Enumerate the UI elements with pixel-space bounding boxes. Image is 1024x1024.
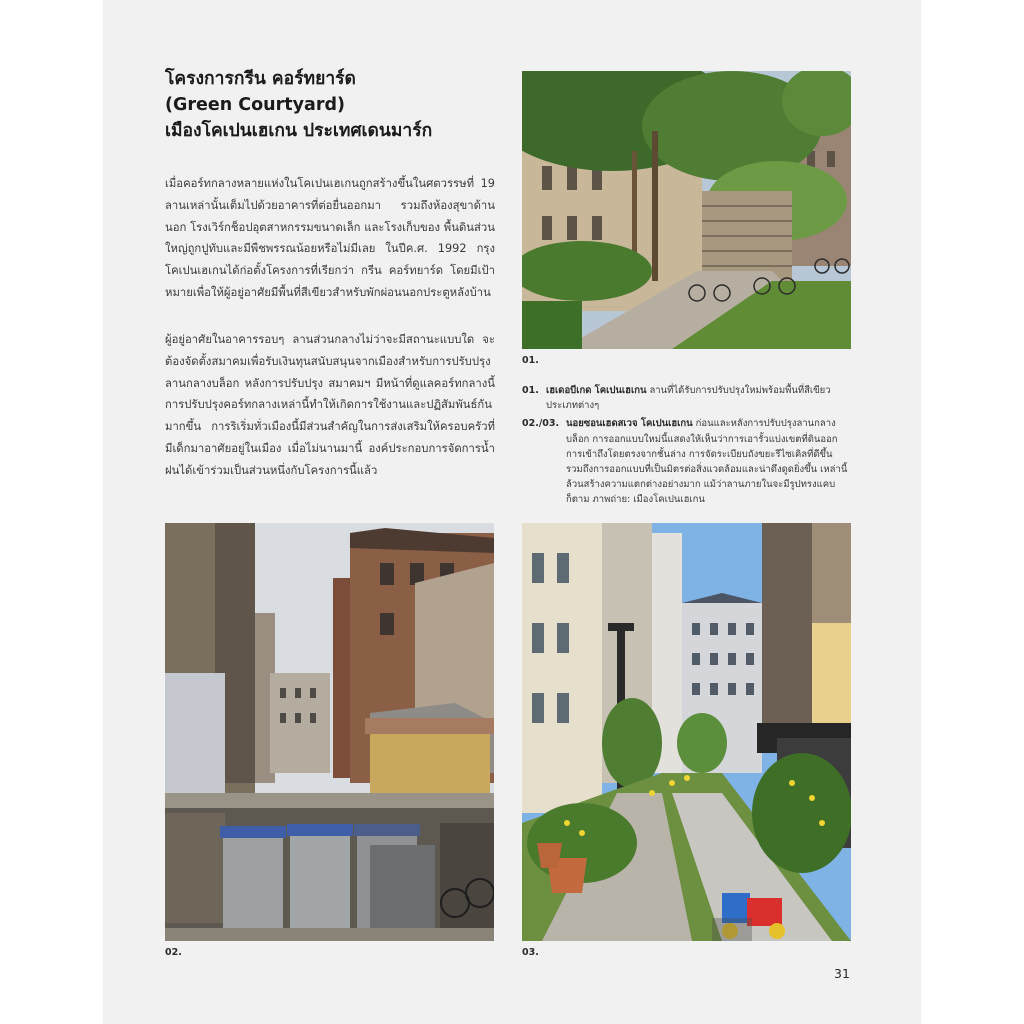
page-number: 31 <box>834 966 850 981</box>
caption-01 <box>522 383 852 413</box>
title-line-1: โครงการกรีน คอร์ทยาร์ด <box>165 69 356 89</box>
title-line-3: เมืองโคเปนเฮเกน ประเทศเดนมาร์ก <box>165 121 433 141</box>
title-line-2: (Green Courtyard) <box>165 95 345 115</box>
photo-01-label: 01. <box>522 355 539 366</box>
photo-02-label: 02. <box>165 947 182 958</box>
caption-01-text: ลานที่ได้รับการปรับปรุงใหม่พร้อมพื้นที่สีเขียวประเภทต่างๆ <box>546 385 831 412</box>
caption-02-03 <box>522 416 852 507</box>
caption-02-03-number: 02./03. <box>522 418 560 430</box>
article-title <box>165 66 495 144</box>
photo-captions <box>522 383 852 511</box>
body-paragraph-1: เมื่อคอร์ทกลางหลายแห่งในโคเปนเฮเกนถูกสร้างขึ้นในศตวรรษที่ 19 ลานเหล่านั้นเต็มไปด้วยอาคารที่ต่อยื่นออกมา รวมถึงห้องสุขาด้านนอก โรงเวิร์กช็อปอุตสาหกรรมขนาดเล็ก และโรงเก็บของ พื้นดินส่วนใหญ่ถูกปูทับและมีพืชพรรณน้อยหรือไม่มีเลย ในปีค.ศ. 1992 กรุงโคเปนเฮเกนได้ก่อตั้งโครงการที่เรียกว่า กรีน คอร์ทยาร์ด โดยมีเป้าหมายเพื่อให้ผู้อยู่อาศัยมีพื้นที่สีเขียวสำหรับพักผ่อนนอกประตูหลังบ้าน <box>165 177 495 299</box>
caption-01-number: 01. <box>522 385 539 396</box>
recycling-bins <box>220 824 435 935</box>
photo-03-courtyard-after <box>522 523 851 941</box>
photo-02-courtyard-before <box>165 523 494 941</box>
caption-01-place: เฮเดอบีเกด โคเปนเฮเกน <box>546 385 647 396</box>
photo-03-label: 03. <box>522 947 539 958</box>
caption-02-03-place: นอยซอนเฮดสเวจ โคเปนเฮเกน <box>566 418 693 430</box>
photo-01-courtyard-trees <box>522 71 851 349</box>
body-paragraph-2: ผู้อยู่อาศัยในอาคารรอบๆ ลานส่วนกลางไม่ว่าจะมีสถานะแบบใด จะต้องจัดตั้งสมาคมเพื่อรับเงินทุนสนับสนุนจากเมืองสำหรับการปรับปรุงลานกลางบล็อก หลังการปรับปรุง สมาคมฯ มีหน้าที่ดูแลคอร์ทกลางนี้ การปรับปรุงคอร์ทกลางเหล่านี้ทำให้เกิดการใช้งานและปฏิสัมพันธ์กันมากขึ้น การริเริ่มทั่วเมืองนี้มีส่วนสำคัญในการส่งเสริมให้ครอบครัวที่มีเด็กมาอาศัยอยู่ในเมือง เมื่อไม่นานมานี้ องค์ประกอบการจัดการน้ำฝนได้เข้าร่วมเป็นส่วนหนึ่งกับโครงการนี้แล้ว <box>165 333 495 477</box>
caption-02-03-text: ก่อนและหลังการปรับปรุงลานกลางบล็อก การออกแบบใหม่นี้แสดงให้เห็นว่าการเอารั้วแบ่งเขตที่ดินออก การเข้าถึงโดยตรงจากชั้นล่าง การจัดระเบียบถังขยะรีไซเคิลที่ดีขึ้น รวมถึงการออกแบบที่เป็นมิตรต่อสิ่งแวดล้อมและน่าดึงดูดยิ่งขึ้น เหล่านี้ล้วนสร้างความแตกต่างอย่างมาก แม้ว่าลานภายในจะมีรูปทรงแคบก็ตาม ภาพถ่าย: เมืองโคเปนเฮเกน <box>566 418 848 506</box>
